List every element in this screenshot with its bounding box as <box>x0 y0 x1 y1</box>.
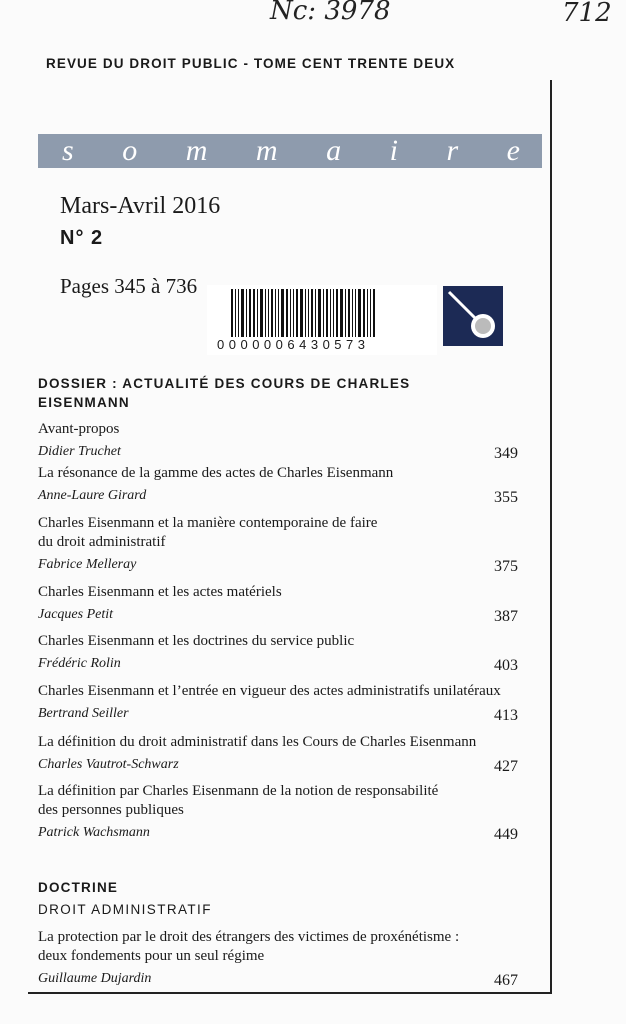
barcode-bar <box>268 289 269 337</box>
handwritten-reference: Nc: 3978 <box>270 0 391 26</box>
barcode-bar <box>355 289 356 337</box>
entry-author: Jacques Petit <box>38 607 114 622</box>
barcode-bar <box>367 289 368 337</box>
barcode-bars <box>231 289 431 337</box>
entry-title: La résonance de la gamme des actes de Charles Eisenmann <box>38 465 394 481</box>
barcode-bar <box>348 289 350 337</box>
entry-page: 387 <box>494 608 518 625</box>
barcode-bar <box>345 289 346 337</box>
entry-title: Charles Eisenmann et la manière contemporaine de faire <box>38 515 378 531</box>
issue-date: Mars-Avril 2016 <box>60 193 221 219</box>
sommaire-letter: a <box>326 134 342 167</box>
issue-number: N° 2 <box>60 227 104 249</box>
entry-page: 349 <box>494 445 518 462</box>
sommaire-letter: s <box>62 134 74 167</box>
barcode-bar <box>326 289 328 337</box>
barcode-bar <box>265 289 266 337</box>
sommaire-letter: o <box>122 134 138 167</box>
entry-page: 449 <box>494 826 518 843</box>
publisher-logo <box>443 286 503 346</box>
barcode-bar <box>336 289 338 337</box>
barcode-bar <box>271 289 273 337</box>
entry-author: Guillaume Dujardin <box>38 971 152 986</box>
toc-entry <box>38 632 518 673</box>
sommaire-letter: e <box>506 134 520 167</box>
sommaire-letter: m <box>255 134 278 167</box>
entry-title: La définition par Charles Eisenmann de la notion de responsabilité <box>38 783 439 799</box>
entry-page: 355 <box>494 489 518 506</box>
entry-title: La protection par le droit des étrangers des victimes de proxénétisme : <box>38 929 460 945</box>
entry-title: Charles Eisenmann et l’entrée en vigueur des actes administratifs unilatéraux <box>38 683 501 699</box>
barcode-bar <box>363 289 365 337</box>
toc-entry <box>38 420 518 461</box>
doctrine-subheading: DROIT ADMINISTRATIF <box>38 902 212 917</box>
sommaire-banner <box>38 134 542 168</box>
entry-page: 413 <box>494 707 518 724</box>
dossier-heading-line: DOSSIER : ACTUALITÉ DES COURS DE CHARLES <box>38 376 411 391</box>
barcode <box>207 285 437 355</box>
barcode-bar <box>296 289 298 337</box>
entry-author: Fabrice Melleray <box>38 557 137 572</box>
entry-title: Charles Eisenmann et les actes matériels <box>38 584 282 600</box>
dossier-heading-line: EISENMANN <box>38 395 130 410</box>
barcode-bar <box>253 289 255 337</box>
entry-title-cont: du droit administratif <box>38 534 166 550</box>
barcode-bar <box>308 289 309 337</box>
entry-title-cont: deux fondements pour un seul régime <box>38 948 265 964</box>
barcode-bar <box>286 289 288 337</box>
barcode-bar <box>281 289 284 337</box>
toc-entry <box>38 464 518 505</box>
barcode-bar <box>278 289 279 337</box>
barcode-bar <box>275 289 276 337</box>
barcode-bar <box>315 289 316 337</box>
barcode-bar <box>358 289 361 337</box>
barcode-bar <box>370 289 371 337</box>
barcode-bar <box>246 289 247 337</box>
entry-author: Anne-Laure Girard <box>38 488 147 503</box>
issue-pages: Pages 345 à 736 <box>60 274 198 298</box>
barcode-bar <box>241 289 244 337</box>
entry-author: Didier Truchet <box>38 444 121 459</box>
toc-entry <box>38 928 518 988</box>
sommaire-letter: m <box>185 134 208 167</box>
barcode-bar <box>373 289 375 337</box>
barcode-bar <box>231 289 233 337</box>
entry-page: 467 <box>494 972 518 989</box>
sommaire-letter: r <box>446 134 459 167</box>
barcode-bar <box>340 289 343 337</box>
dossier-heading <box>38 374 458 412</box>
barcode-bar <box>257 289 258 337</box>
barcode-bar <box>352 289 353 337</box>
barcode-bar <box>330 289 331 337</box>
barcode-bar <box>235 289 236 337</box>
barcode-bar <box>238 289 239 337</box>
barcode-bar <box>311 289 313 337</box>
entry-author: Patrick Wachsmann <box>38 825 150 840</box>
entry-author: Frédéric Rolin <box>38 656 121 671</box>
entry-title-cont: des personnes publiques <box>38 802 184 818</box>
barcode-bar <box>323 289 324 337</box>
barcode-bar <box>290 289 291 337</box>
toc-entry <box>38 733 518 774</box>
barcode-bar <box>249 289 251 337</box>
entry-title: La définition du droit administratif dans les Cours de Charles Eisenmann <box>38 734 477 750</box>
barcode-digits: 0000006430573 <box>217 337 370 352</box>
toc-entry <box>38 583 518 624</box>
entry-title: Charles Eisenmann et les doctrines du service public <box>38 633 355 649</box>
barcode-bar <box>318 289 321 337</box>
toc-entry <box>38 514 518 574</box>
journal-title: REVUE DU DROIT PUBLIC - TOME CENT TRENTE DEUX <box>46 56 456 71</box>
toc-entry <box>38 782 518 842</box>
toc-entry <box>38 682 518 723</box>
entry-page: 403 <box>494 657 518 674</box>
barcode-bar <box>293 289 294 337</box>
barcode-bar <box>260 289 263 337</box>
entry-author: Bertrand Seiller <box>38 706 129 721</box>
sommaire-letter: i <box>389 134 398 167</box>
barcode-bar <box>300 289 303 337</box>
entry-title: Avant-propos <box>38 421 120 437</box>
barcode-bar <box>305 289 306 337</box>
entry-page: 427 <box>494 758 518 775</box>
entry-page: 375 <box>494 558 518 575</box>
doctrine-heading: DOCTRINE <box>38 880 119 895</box>
handwritten-folio: 712 <box>562 0 612 28</box>
barcode-bar <box>333 289 334 337</box>
entry-author: Charles Vautrot-Schwarz <box>38 757 179 772</box>
